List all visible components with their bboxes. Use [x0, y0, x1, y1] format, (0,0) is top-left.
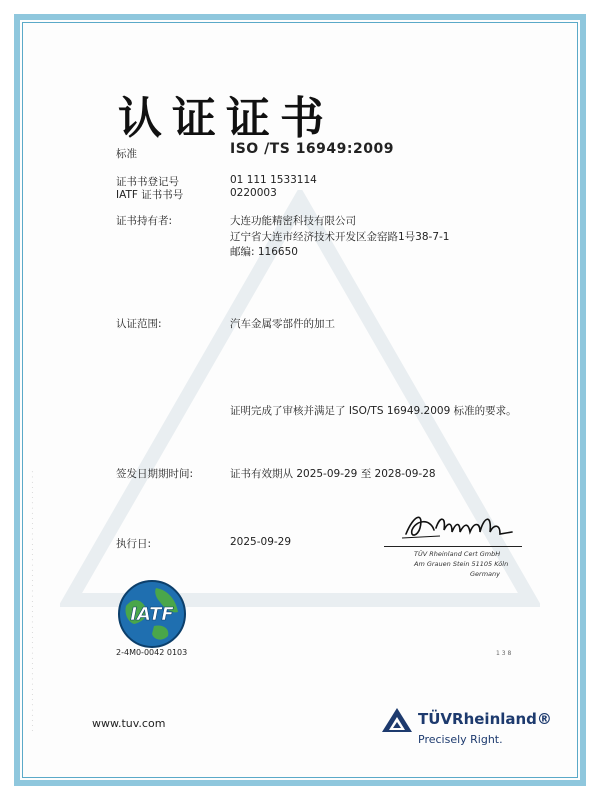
iatf-number-label: IATF 证书书号 [116, 189, 184, 201]
validity-value: 证书有效期从 2025-09-29 至 2028-09-28 [230, 468, 436, 480]
signature-caption-3: Germany [470, 570, 500, 578]
tuv-triangle-logo [380, 706, 414, 734]
tuv-tagline: Precisely Right. [418, 733, 503, 746]
scope-value: 汽车金属零部件的加工 [230, 318, 335, 330]
signature [400, 508, 520, 544]
signature-caption-1: TÜV Rheinland Cert GmbH [414, 550, 501, 558]
standard-value: ISO /TS 16949:2009 [230, 141, 394, 157]
registration-number-value: 01 111 1533114 [230, 174, 317, 186]
page-number: 1 3 8 [496, 650, 512, 657]
scope-label: 认证范围: [116, 318, 162, 330]
validity-label: 签发日期期时间: [116, 468, 194, 480]
holder-name: 大连功能精密科技有限公司 [230, 215, 356, 227]
iatf-globe-logo [116, 578, 188, 650]
standard-label: 标准 [116, 148, 137, 160]
iatf-number-value: 0220003 [230, 187, 277, 199]
effective-date-value: 2025-09-29 [230, 536, 292, 548]
holder-postcode: 邮编: 116650 [230, 246, 298, 258]
side-microtext: · · · · · · · · · · · · · · · · · · · · · · · · · · · · · · · · · · · · · · · · · · · · · · · · · · · [30, 470, 36, 732]
signature-caption-2: Am Grauen Stein 51105 Köln [414, 560, 509, 568]
tuv-brand-name: TÜVRheinland® [418, 710, 552, 728]
holder-address: 辽宁省大连市经济技术开发区金窑路1号38-7-1 [230, 231, 450, 243]
holder-label: 证书持有者: [116, 215, 173, 227]
footer-url[interactable]: www.tuv.com [92, 717, 166, 730]
effective-date-label: 执行日: [116, 538, 152, 550]
iatf-logo-text: IATF [130, 604, 174, 625]
signature-line [384, 546, 522, 547]
conformity-statement: 证明完成了审核并满足了 ISO/TS 16949.2009 标准的要求。 [230, 405, 517, 417]
iatf-code: 2-4M0-0042 0103 [116, 648, 188, 657]
registration-number-label: 证书书登记号 [116, 176, 179, 188]
page-title: 认证证书 [118, 93, 334, 144]
